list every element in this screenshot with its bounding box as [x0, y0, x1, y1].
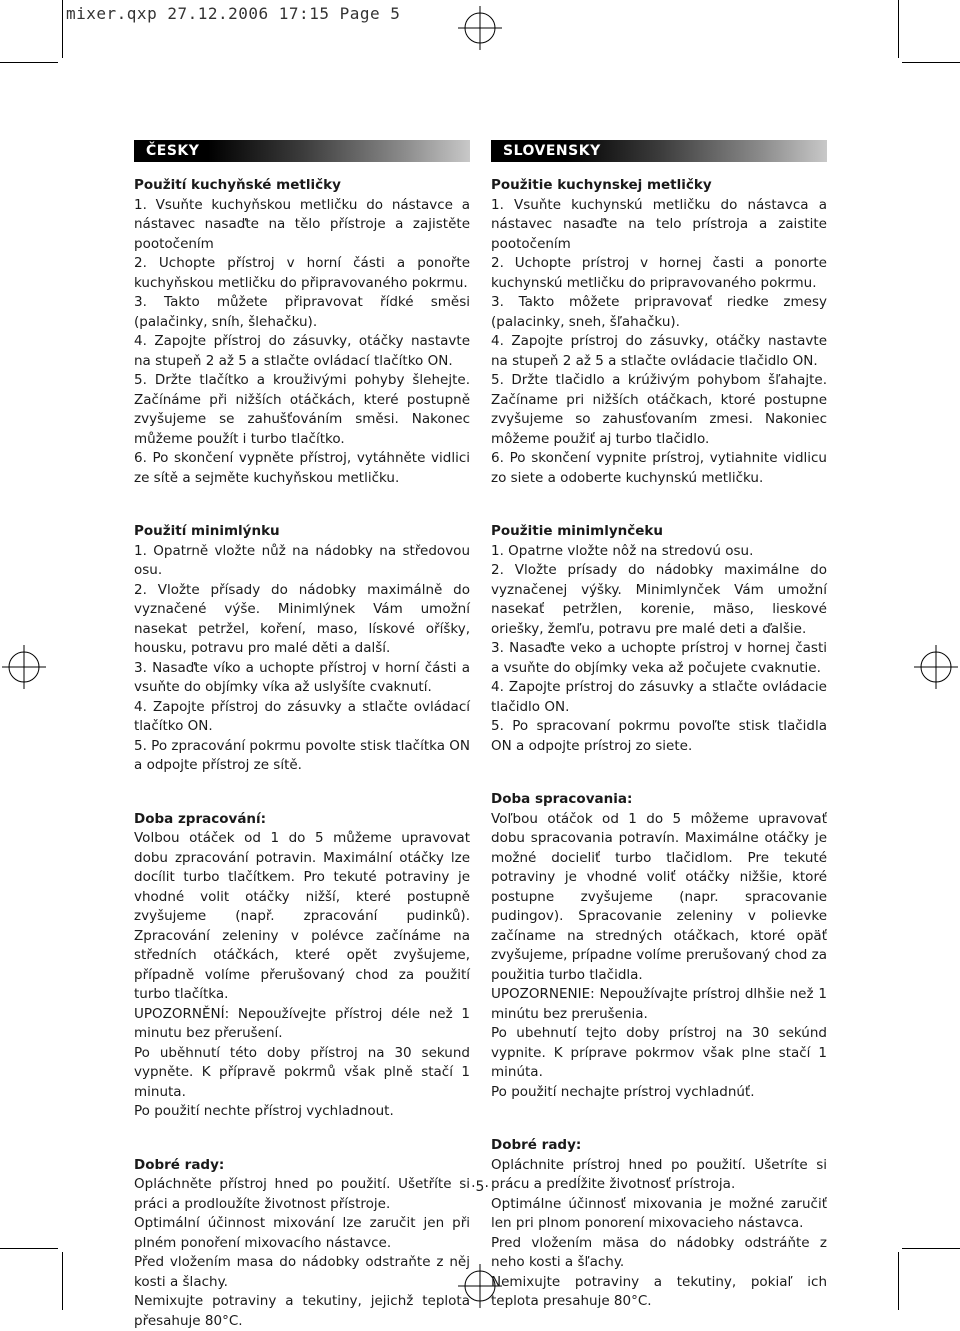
paragraph: Nemixujte potraviny a tekutiny, jejichž teplota přesahuje 80°C. [134, 1292, 470, 1331]
paragraph: 1. Opatrne vložte nôž na stredovú osu. [491, 542, 827, 562]
paragraph: Opláchnite prístroj hned po použití. Ušetríte si prácu a predĺžite životnosť prístroja. [491, 1156, 827, 1195]
registration-mark-icon [2, 645, 46, 689]
paragraph: 2. Vložte přísady do nádobky maximálně do vyznačené výše. Minimlýnek Vám umožní nasekat petržel, koření, maso, lískové oříšky, housku, potravu pro malé děti a další. [134, 581, 470, 659]
section-whisk [491, 176, 827, 488]
section-processing-time [491, 790, 827, 1102]
paragraph: 5. Držte tlačítko a krouživými pohyby šlehejte. Začínáme při nižších otáčkách, které postupně zvyšujeme se zahušťováním směsi. Nakonec můžeme použít i turbo tlačítko. [134, 371, 470, 449]
crop-mark [902, 62, 960, 63]
paragraph: 6. Po skončení vypněte přístroj, vytáhněte vidlici ze sítě a sejměte kuchyňskou metličku. [134, 449, 470, 488]
section-title: Použitie minimlynčeku [491, 522, 827, 542]
crop-mark [62, 1252, 63, 1310]
crop-mark [0, 62, 58, 63]
paragraph: Optimální účinnost mixování lze zaručit jen při plném ponoření mixovacího nástavce. [134, 1214, 470, 1253]
section-title: Dobré rady: [491, 1136, 827, 1156]
paragraph: 2. Uchopte přístroj v horní části a ponořte kuchyňskou metličku do připravovaného pokrmu. [134, 254, 470, 293]
paragraph: Po uběhnutí této doby přístroj na 30 sekund vypněte. K přípravě pokrmů však plně stačí 1 minuta. [134, 1044, 470, 1103]
registration-mark-icon [914, 645, 958, 689]
section-title: Použitie kuchynskej metličky [491, 176, 827, 196]
paragraph: 1. Opatrně vložte nůž na nádobky na středovou osu. [134, 542, 470, 581]
paragraph: 6. Po skončení vypnite prístroj, vytiahnite vidlicu zo siete a odoberte kuchynskú metličku. [491, 449, 827, 488]
warning-paragraph: UPOZORNENIE: Nepoužívajte prístroj dlhšie než 1 minútu bez prerušenia. [491, 985, 827, 1024]
paragraph: Po ubehnutí tejto doby prístroj na 30 sekúnd vypnite. K príprave pokrmov však plne stačí 1 minúta. [491, 1024, 827, 1083]
paragraph: 5. Držte tlačidlo a krúživým pohybom šľahajte. Začíname pri nižších otáčkach, ktoré postupne zvyšujeme so zahusťovaním zmesi. Nakoniec môžeme použiť aj turbo tlačidlo. [491, 371, 827, 449]
crop-mark [898, 1252, 899, 1310]
crop-mark [898, 0, 899, 58]
crop-mark [0, 1248, 58, 1249]
paragraph: 4. Zapojte prístroj do zásuvky a stlačte ovládacie tlačidlo ON. [491, 678, 827, 717]
section-minichopper [134, 522, 470, 776]
paragraph: 2. Vložte prísady do nádobky maximálne do vyznačenej výšky. Minimlynček Vám umožní nasekať petržlen, korenie, mäso, lieskové oriešky, žemľu, potravu pre malé deti a ďalšie. [491, 561, 827, 639]
paragraph: 4. Zapojte přístroj do zásuvky, otáčky nastavte na stupeň 2 až 5 a stlačte ovládací tlačítko ON. [134, 332, 470, 371]
section-tips [491, 1136, 827, 1312]
column-slovak [491, 140, 827, 1312]
paragraph: Po použití nechte přístroj vychladnout. [134, 1102, 470, 1122]
paragraph: Voľbou otáčok od 1 do 5 môžeme upravovať dobu spracovania potravín. Maximálne otáčky je možné docieliť turbo tlačidlom. Pre tekuté potraviny je vhodné voliť otáčky nižšie, ktoré postupne zvyšujeme (napr. spracovanie pudingov). Spracovanie zeleniny v polievke začíname na stredných otáčkach, ktoré opäť zvyšujeme, prípadne volíme prerušovaný chod za použitia turbo tlačidla. [491, 810, 827, 986]
paragraph: Optimálne účinnosť mixovania je možné zaručiť len pri plnom ponorení mixovacieho nástavca. [491, 1195, 827, 1234]
paragraph: 5. Po zpracování pokrmu povolte stisk tlačítka ON a odpojte přístroj ze sítě. [134, 737, 470, 776]
column-czech [134, 140, 470, 1331]
paragraph: 3. Takto můžete připravovat řídké směsi (palačinky, sníh, šlehačku). [134, 293, 470, 332]
section-title: Použití kuchyňské metličky [134, 176, 470, 196]
section-title: Doba spracovania: [491, 790, 827, 810]
warning-paragraph: UPOZORNĚNÍ: Nepoužívejte přístroj déle než 1 minutu bez přerušení. [134, 1005, 470, 1044]
registration-mark-icon [458, 6, 502, 50]
paragraph: 5. Po spracovaní pokrmu povoľte stisk tlačidla ON a odpojte prístroj zo siete. [491, 717, 827, 756]
paragraph: Volbou otáček od 1 do 5 můžeme upravovat dobu zpracování potravin. Maximální otáčky lze docílit turbo tlačítkem. Pro tekuté potraviny je vhodné volit otáčky nižší, které postupně zvyšujeme (např. zpracování pudinků). Zpracování zeleniny v polévce začínáme na středních otáčkách, které opět zvyšujeme, případně volíme přerušovaný chod za použití turbo tlačítka. [134, 829, 470, 1005]
paragraph: 2. Uchopte prístroj v hornej časti a ponorte kuchynskú metličku do pripravovaného pokrmu. [491, 254, 827, 293]
page-number: ·5· [0, 1179, 960, 1195]
paragraph: 1. Vsuňte kuchynskú metličku do nástavca a nástavec nasaďte na telo prístroja a zaistite pootočením [491, 196, 827, 255]
crop-mark [62, 0, 63, 58]
paragraph: Pred vložením mäsa do nádobky odstráňte z neho kosti a šľachy. [491, 1234, 827, 1273]
crop-mark [902, 1248, 960, 1249]
section-title: Doba zpracování: [134, 810, 470, 830]
section-title: Dobré rady: [134, 1156, 470, 1176]
section-title: Použití minimlýnku [134, 522, 470, 542]
paragraph: 1. Vsuňte kuchyňskou metličku do nástavce a nástavec nasaďte na tělo přístroje a zajistěte pootočením [134, 196, 470, 255]
language-header: SLOVENSKY [491, 140, 827, 162]
paragraph: Nemixujte potraviny a tekutiny, pokiaľ ich teplota presahuje 80°C. [491, 1273, 827, 1312]
section-processing-time [134, 810, 470, 1122]
paragraph: 4. Zapojte přístroj do zásuvky a stlačte ovládací tlačítko ON. [134, 698, 470, 737]
section-whisk [134, 176, 470, 488]
paragraph: Před vložením masa do nádobky odstraňte z něj kosti a šlachy. [134, 1253, 470, 1292]
language-header: ČESKY [134, 140, 470, 162]
paragraph: 3. Nasaďte víko a uchopte přístroj v horní části a vsuňte do objímky víka až uslyšíte cvaknutí. [134, 659, 470, 698]
section-minichopper [491, 522, 827, 756]
print-slug: mixer.qxp 27.12.2006 17:15 Page 5 [66, 4, 400, 23]
paragraph: Po použití nechajte prístroj vychladnúť. [491, 1083, 827, 1103]
paragraph: Opláchněte přístroj hned po použití. Ušetříte si práci a prodloužíte životnost přístroje. [134, 1175, 470, 1214]
paragraph: 3. Takto môžete pripravovať riedke zmesy (palacinky, sneh, šľahačku). [491, 293, 827, 332]
paragraph: 3. Nasaďte veko a uchopte prístroj v hornej časti a vsuňte do objímky veka až počujete cvaknutie. [491, 639, 827, 678]
paragraph: 4. Zapojte prístroj do zásuvky, otáčky nastavte na stupeň 2 až 5 a stlačte ovládacie tlačidlo ON. [491, 332, 827, 371]
